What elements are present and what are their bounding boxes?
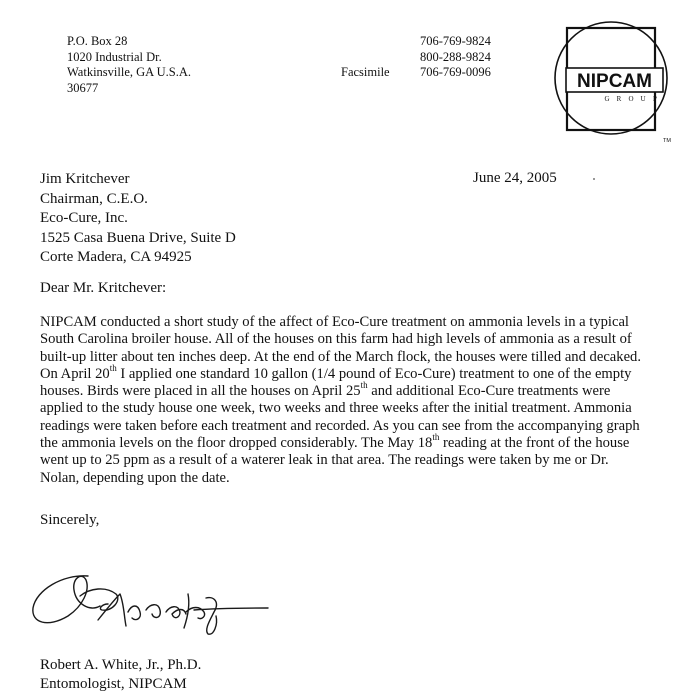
signer-title: Entomologist, NIPCAM	[40, 676, 187, 692]
body-text: I applied one standard 10 gallon (1/4 pound of Eco-Cure) treatment to one of the empty	[116, 365, 632, 382]
phone-number: 800-288-9824	[420, 49, 491, 64]
ordinal-suffix: th	[109, 363, 117, 374]
phone-number: 706-769-9824	[420, 34, 491, 48]
body-line: South Carolina broiler house. All of the houses on this farm had high levels of ammonia as a result of	[40, 331, 632, 348]
logo-group-letter: O	[628, 95, 634, 103]
logo-name: NIPCAM	[577, 71, 652, 92]
body-line	[40, 432, 700, 452]
recipient-line: Chairman, C.E.O.	[40, 190, 148, 207]
letter-date: June 24, 2005	[473, 170, 557, 186]
signer-name: Robert A. White, Jr., Ph.D.	[40, 657, 202, 673]
body-line: applied to the study house one week, two weeks and three weeks after the initial treatment. Ammonia	[40, 400, 632, 417]
logo-group-letter: U	[640, 95, 646, 103]
body-line: went up to 25 ppm as a result of a waterer leak in that area. The readings were taken by me or Dr.	[40, 452, 609, 469]
body-line: NIPCAM conducted a short study of the affect of Eco-Cure treatment on ammonia levels in a typical	[40, 314, 629, 330]
body-line: readings were taken before each treatment and recorded. As you can see from the accompanying graph	[40, 417, 640, 434]
body-text: houses. Birds were placed in all the houses on April 25	[40, 383, 361, 400]
address-line: 1020 Industrial Dr.	[67, 49, 162, 64]
address-line: P.O. Box 28	[67, 34, 128, 48]
address-line: Watkinsville, GA U.S.A.	[67, 65, 191, 79]
facsimile-label: Facsimile	[341, 65, 390, 79]
recipient-line: Eco-Cure, Inc.	[40, 210, 128, 226]
salutation: Dear Mr. Kritchever:	[40, 280, 167, 296]
body-text: and additional Eco-Cure treatments were	[367, 383, 611, 400]
closing: Sincerely,	[40, 512, 100, 528]
letter-body	[40, 314, 700, 487]
handwritten-signature	[28, 568, 273, 638]
trademark-mark: TM	[663, 138, 671, 144]
ordinal-suffix: th	[432, 432, 440, 443]
nipcam-logo	[553, 20, 683, 150]
body-text: reading at the front of the house	[439, 435, 630, 452]
recipient-line: Jim Kritchever	[40, 171, 130, 187]
body-line: built-up litter about ten inches deep. At the end of the March flock, the houses were tilled and decaked.	[40, 348, 641, 365]
letterhead-address	[67, 34, 191, 96]
letterhead-phones	[420, 34, 491, 81]
body-text: On April 20	[40, 365, 110, 382]
address-line: 30677	[67, 80, 99, 95]
body-line: Nolan, depending upon the date.	[40, 469, 230, 486]
body-line	[40, 363, 700, 383]
logo-group-letter: G	[604, 95, 610, 103]
logo-group-letter: R	[616, 95, 622, 103]
fax-number: 706-769-0096	[420, 65, 491, 79]
logo-group-letter: P	[653, 95, 657, 103]
body-text: the ammonia levels on the floor dropped considerably. The May 18	[40, 435, 433, 452]
recipient-line: Corte Madera, CA 94925	[40, 249, 192, 265]
stray-mark	[593, 178, 595, 180]
recipient-line: 1525 Casa Buena Drive, Suite D	[40, 229, 236, 246]
ordinal-suffix: th	[360, 380, 368, 391]
body-line	[40, 380, 700, 400]
signer-block	[40, 656, 201, 694]
recipient-address	[40, 170, 236, 268]
